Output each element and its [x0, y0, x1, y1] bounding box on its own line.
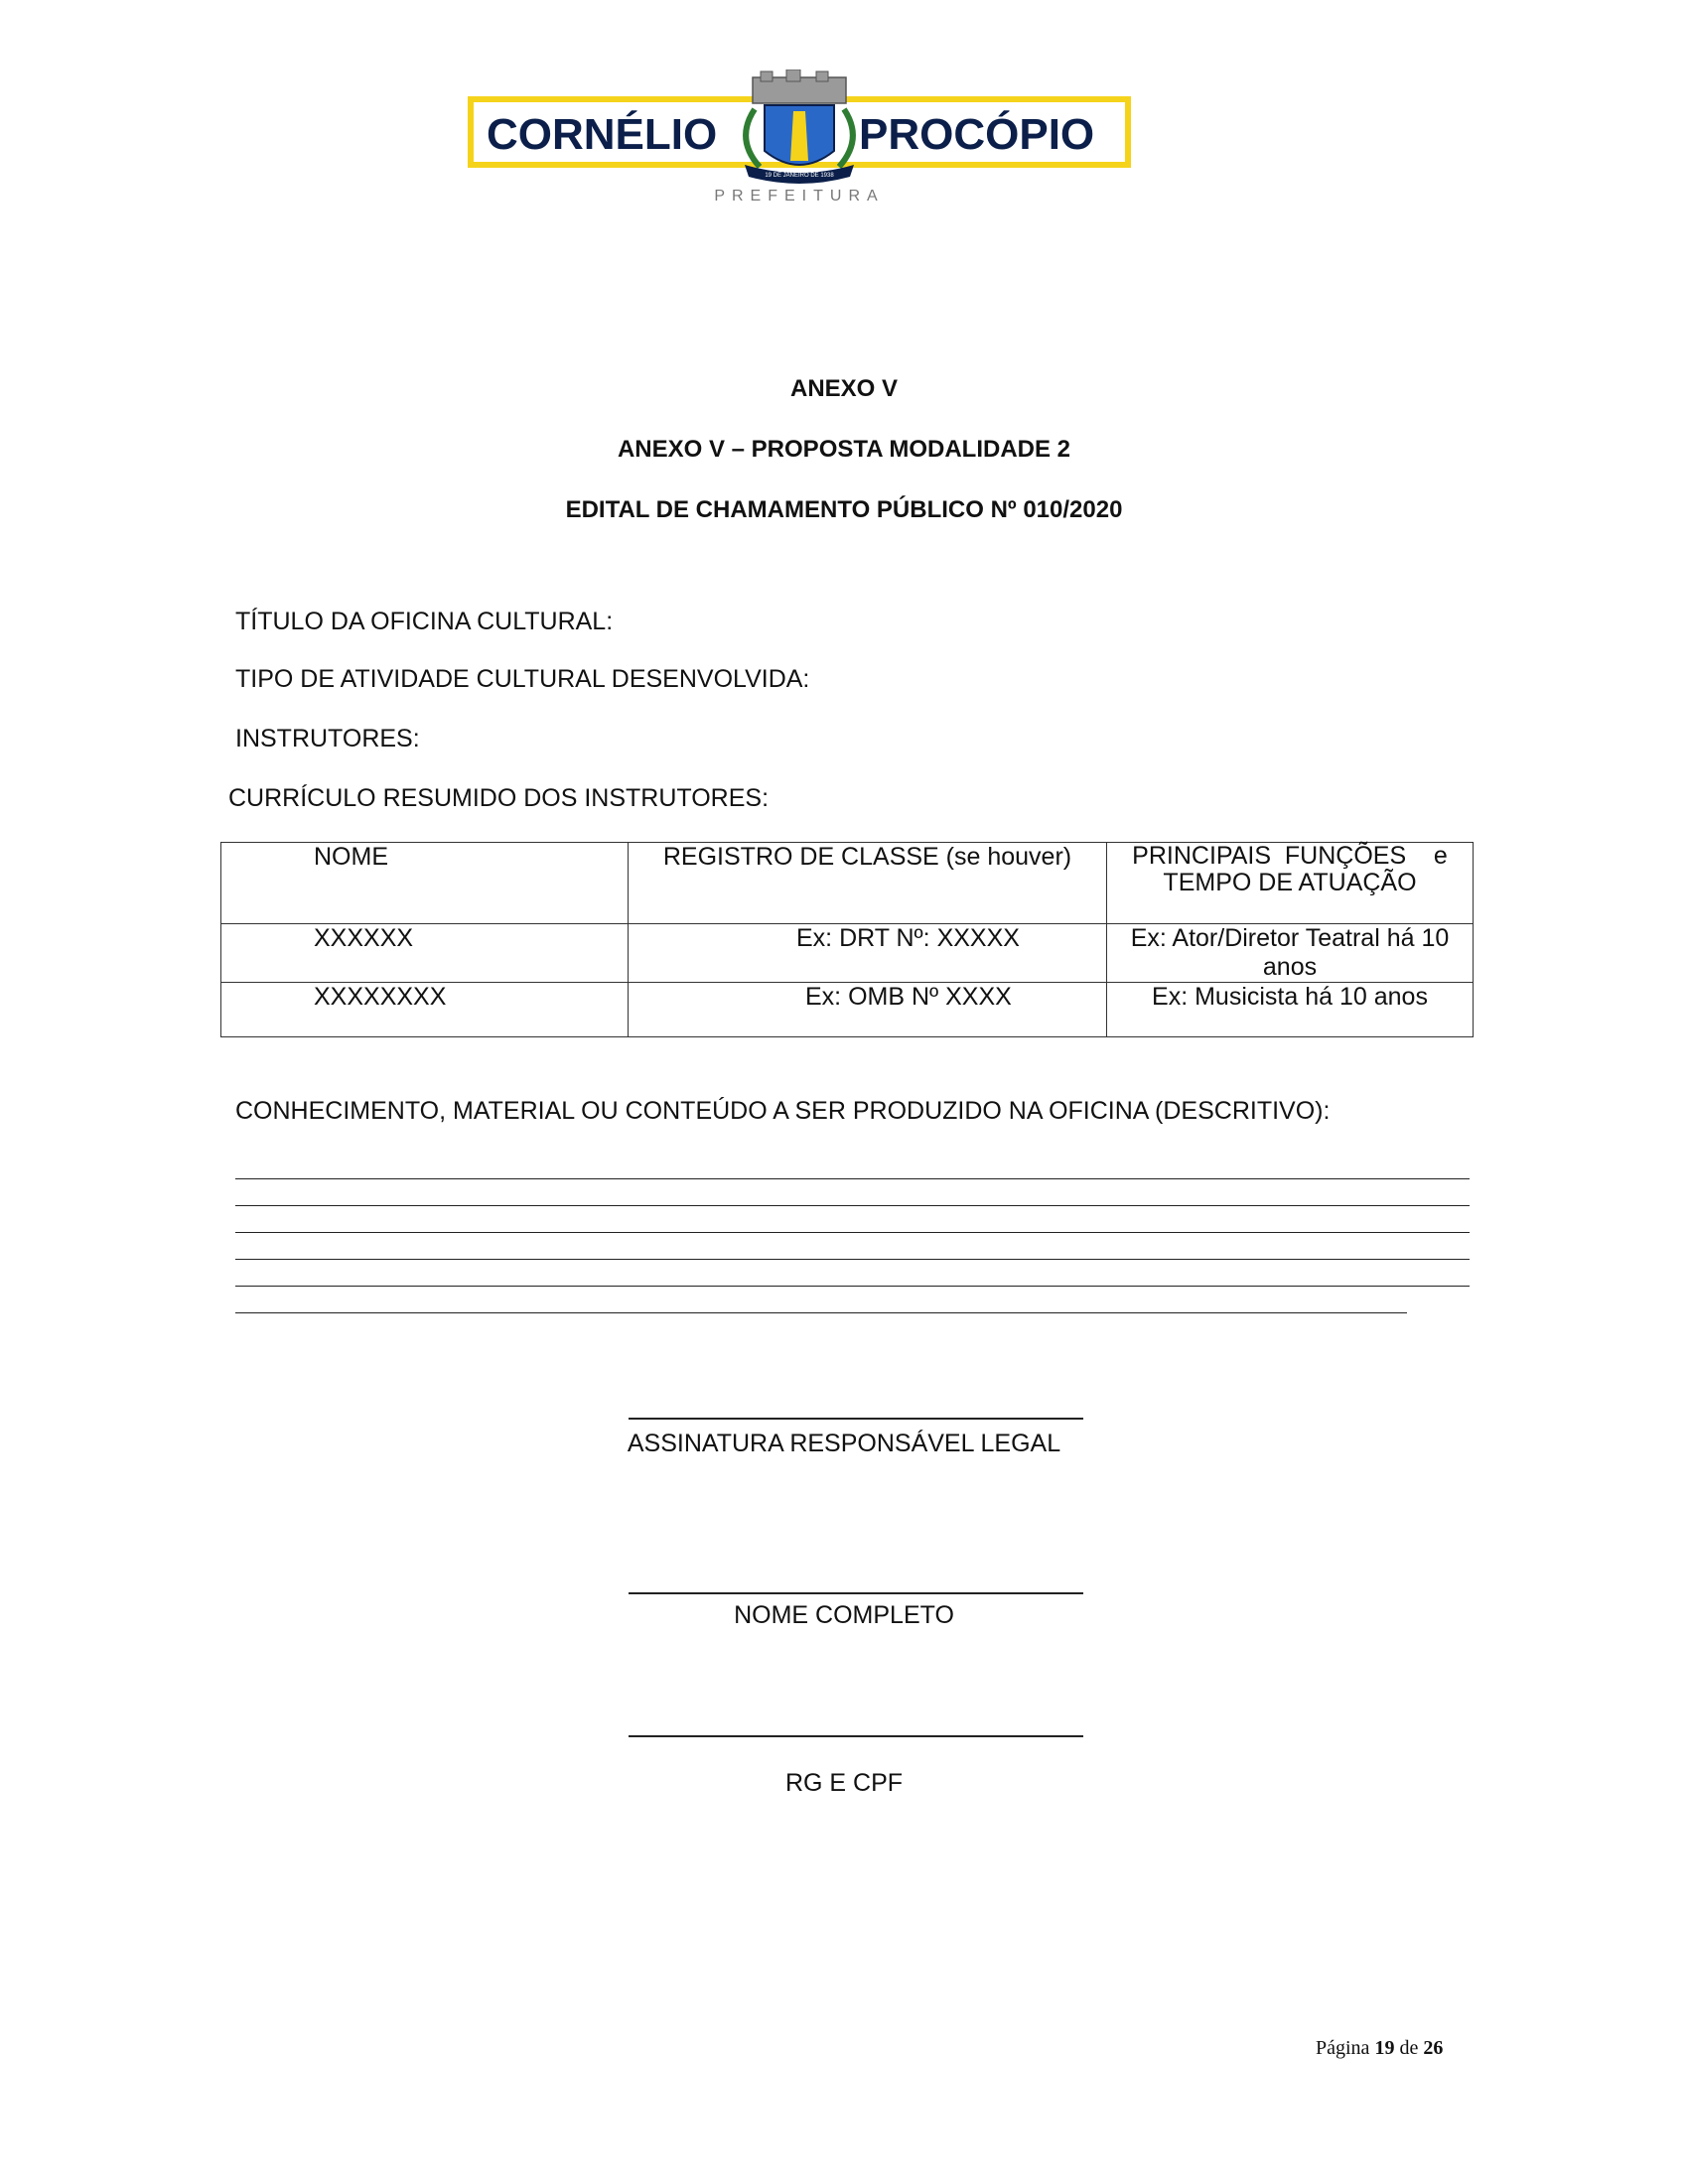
table-row — [221, 983, 1474, 1037]
signature-line — [629, 1735, 1083, 1737]
header-funcoes-line2: TEMPO DE ATUAÇÃO — [1163, 869, 1417, 896]
page-number — [1316, 2037, 1443, 2060]
signature-line — [629, 1592, 1083, 1594]
header-funcoes-line1: PRINCIPAIS FUNÇÕES e — [1132, 842, 1448, 870]
field-instrutores: INSTRUTORES: — [235, 725, 420, 752]
cell-funcao: Ex: Ator/Diretor Teatral há 10 anos — [1107, 924, 1474, 983]
field-titulo: TÍTULO DA OFICINA CULTURAL: — [235, 608, 614, 635]
field-curriculo: CURRÍCULO RESUMIDO DOS INSTRUTORES: — [228, 784, 770, 812]
writing-line — [235, 1205, 1470, 1206]
heading-anexo: ANEXO V — [789, 375, 899, 402]
instructors-table — [220, 842, 1474, 1037]
signature-rg-label: RG E CPF — [784, 1769, 904, 1797]
page-label: Página — [1316, 2037, 1370, 2059]
page-current: 19 — [1374, 2037, 1395, 2059]
writing-line — [235, 1259, 1470, 1260]
signature-nome-label: NOME COMPLETO — [734, 1601, 954, 1629]
logo-subtitle: PREFEITURA — [714, 188, 885, 205]
table-row — [221, 924, 1474, 983]
cell-funcao: Ex: Musicista há 10 anos — [1107, 983, 1474, 1037]
writing-line — [235, 1178, 1470, 1179]
page-de-label: de — [1399, 2037, 1419, 2059]
cell-nome: XXXXXXXX — [221, 983, 629, 1037]
field-tipo: TIPO DE ATIVIDADE CULTURAL DESENVOLVIDA: — [235, 665, 810, 693]
page-total: 26 — [1423, 2037, 1444, 2059]
heading-proposta: ANEXO V – PROPOSTA MODALIDADE 2 — [617, 436, 1071, 463]
cell-registro: Ex: OMB Nº XXXX — [629, 983, 1107, 1037]
header-registro: REGISTRO DE CLASSE (se houver) — [629, 843, 1107, 924]
signature-assinatura-label: ASSINATURA RESPONSÁVEL LEGAL — [627, 1430, 1061, 1457]
header-funcoes — [1107, 843, 1474, 924]
table-header-row — [221, 843, 1474, 924]
header-nome: NOME — [221, 843, 629, 924]
prefeitura-logo — [467, 69, 1132, 208]
writing-line — [235, 1312, 1407, 1313]
writing-line — [235, 1232, 1470, 1233]
cell-registro: Ex: DRT Nº: XXXXX — [629, 924, 1107, 983]
writing-line — [235, 1286, 1470, 1287]
signature-line — [629, 1418, 1083, 1420]
field-conhecimento: CONHECIMENTO, MATERIAL OU CONTEÚDO A SER PRODUZIDO NA OFICINA (DESCRITIVO): — [235, 1097, 1331, 1125]
logo-banner: 19 DE JANEIRO DE 1938 — [765, 173, 834, 179]
logo-word-left: CORNÉLIO — [487, 110, 718, 159]
logo-word-right: PROCÓPIO — [859, 110, 1095, 159]
heading-edital: EDITAL DE CHAMAMENTO PÚBLICO Nº 010/2020 — [565, 496, 1123, 523]
cell-nome: XXXXXX — [221, 924, 629, 983]
